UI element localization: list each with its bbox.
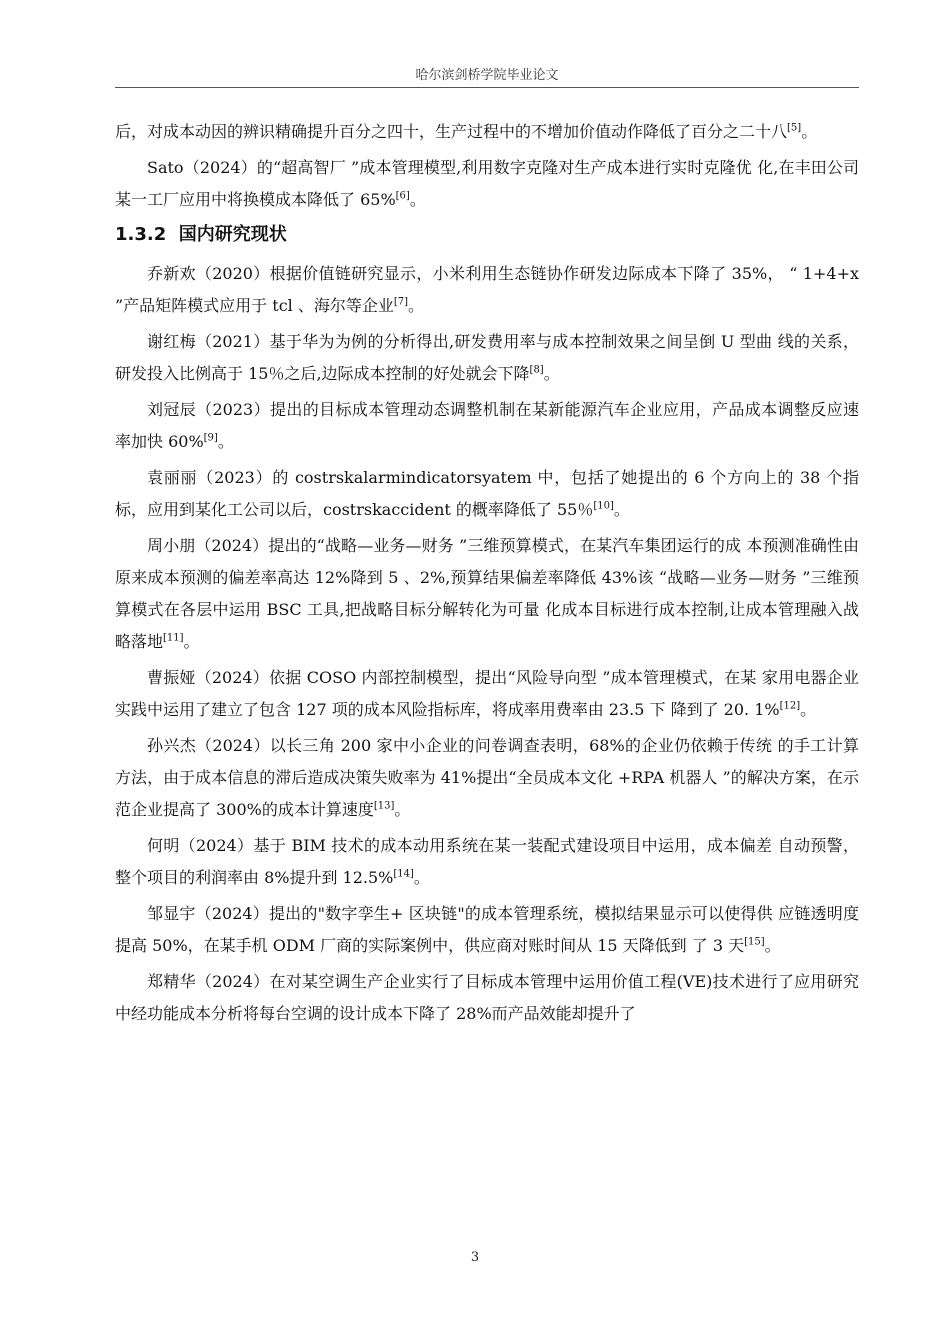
- paragraph-cao: [115, 662, 859, 726]
- section-title: 国内研究现状: [178, 224, 287, 245]
- paragraph-yuan: [115, 462, 859, 526]
- paragraph-tail: 。: [801, 122, 818, 141]
- citation: [15]: [744, 936, 765, 948]
- citation: [7]: [393, 296, 409, 308]
- paragraph-tail: 。: [543, 364, 560, 383]
- paragraph-text: 谢红梅（2021）基于华为为例的分析得出,研发费用率与成本控制效果之间呈倒 U 型曲 线的关系，研发投入比例高于 15％之后,边际成本控制的好处就会下降: [115, 332, 859, 383]
- paragraph-zheng: [115, 966, 859, 1030]
- citation: [10]: [593, 500, 614, 512]
- paragraph-tail: 。: [408, 296, 425, 315]
- header-divider: [115, 87, 859, 88]
- citation: [14]: [393, 868, 414, 880]
- section-heading: [115, 220, 859, 250]
- citation: [13]: [373, 800, 395, 812]
- citation: [5]: [787, 122, 802, 134]
- paragraph-text: 曹振娅（2024）依据 COSO 内部控制模型，提出“风险导向型 ”成本管理模式，在某 家用电器企业实践中运用了建立了包含 127 项的成本风险指标库，将成率用费率由 23.5 下 降到了 20. 1%: [115, 668, 859, 719]
- paragraph-text: 郑精华（2024）在对某空调生产企业实行了目标成本管理中运用价值工程(VE)技术进行了应用研究中经功能成本分析将每台空调的设计成本下降了 28%而产品效能却提升了: [115, 972, 859, 1023]
- section-number: 1.3.2: [115, 224, 167, 245]
- paragraph-he: [115, 830, 859, 894]
- paragraph-tail: 。: [217, 432, 234, 451]
- body-content: [115, 116, 859, 1034]
- citation: [12]: [779, 700, 801, 712]
- paragraph-text: Sato（2024）的“超高智厂 ”成本管理模型,利用数字克隆对生产成本进行实时克隆优 化,在丰田公司某一工厂应用中将换模成本降低了 65%: [115, 158, 859, 209]
- citation: [8]: [529, 364, 544, 376]
- paragraph-sun: [115, 730, 859, 826]
- paragraph-tail: 。: [764, 936, 781, 955]
- paragraph-text: 后，对成本动因的辨识精确提升百分之四十，生产过程中的不增加价值动作降低了百分之二十八: [115, 122, 788, 141]
- paragraph-tail: 。: [394, 800, 411, 819]
- paragraph-zhou: [115, 530, 859, 658]
- citation: [9]: [203, 432, 218, 444]
- paragraph-zou: [115, 898, 859, 962]
- paragraph-tail: 。: [800, 700, 817, 719]
- paragraph-text: 孙兴杰（2024）以长三角 200 家中小企业的问卷调查表明，68%的企业仍依赖于传统 的手工计算方法，由于成本信息的滞后造成决策失败率为 41%提出“全员成本文化 +RPA 机器人 ”的解决方案，在示范企业提高了 300%的成本计算速度: [115, 736, 859, 819]
- paragraph-text: 何明（2024）基于 BIM 技术的成本动用系统在某一装配式建设项目中运用，成本偏差 自动预警，整个项目的利润率由 8%提升到 12.5%: [115, 836, 859, 887]
- citation: [6]: [395, 190, 410, 202]
- paragraph-tail: 。: [413, 868, 430, 887]
- page-header: 哈尔滨剑桥学院毕业论文: [415, 68, 559, 83]
- page-number: 3: [470, 1250, 480, 1265]
- paragraph-tail: 。: [409, 190, 426, 209]
- paragraph-continued: [115, 116, 859, 148]
- paragraph-text: 周小朋（2024）提出的“战略—业务—财务 ”三维预算模式，在某汽车集团运行的成 本预测准确性由原来成本预测的偏差率高达 12%降到 5 、2%,预算结果偏差率降低 43%该 “战略—业务—财务 ”三维预算模式在各层中运用 BSC 工具,把战略目标分解转化为可量 化成本目标进行成本控制,让成本管理融入战略落地: [115, 536, 859, 651]
- paragraph-liu: [115, 394, 859, 458]
- citation: [11]: [163, 632, 184, 644]
- paragraph-text: 邹显宇（2024）提出的"数字孪生+ 区块链"的成本管理系统，模拟结果显示可以使得供 应链透明度提高 50%，在某手机 ODM 厂商的实际案例中，供应商对账时间从 15 天降低到 了 3 天: [115, 904, 859, 955]
- paragraph-qiao: [115, 258, 859, 322]
- paragraph-xie: [115, 326, 859, 390]
- paragraph-text: 乔新欢（2020）根据价值链研究显示，小米利用生态链协作研发边际成本下降了 35%， “ 1+4+x ”产品矩阵模式应用于 tcl 、海尔等企业: [115, 264, 859, 315]
- paragraph-sato: [115, 152, 859, 216]
- paragraph-tail: 。: [183, 632, 200, 651]
- paragraph-text: 袁丽丽（2023）的 costrskalarmindicatorsyatem 中，包括了她提出的 6 个方向上的 38 个指标，应用到某化工公司以后，costrskaccident 的概率降低了 55％: [115, 468, 859, 519]
- paragraph-tail: 。: [613, 500, 630, 519]
- paragraph-text: 刘冠辰（2023）提出的目标成本管理动态调整机制在某新能源汽车企业应用，产品成本调整反应速率加快 60%: [115, 400, 859, 451]
